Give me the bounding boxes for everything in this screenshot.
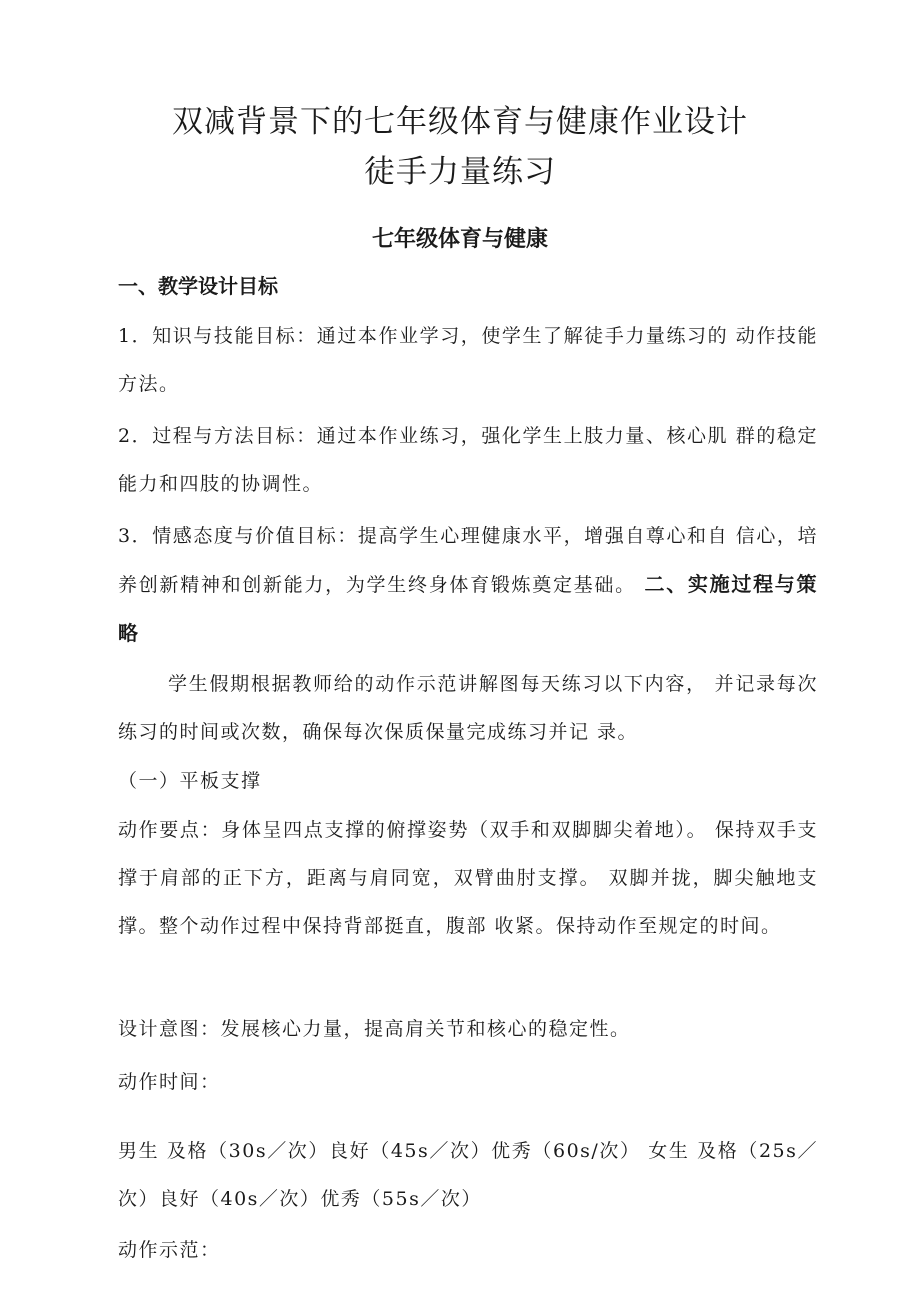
section-heading-goals: 一、教学设计目标 [118,274,278,298]
subsection-heading-plank: （一）平板支撑 [118,770,262,792]
intro-paragraph: 学生假期根据教师给的动作示范讲解图每天练习以下内容， 并记录每次练习的时间或次数，确保每次保质保量完成练习并记 录。 [118,673,818,743]
design-intent-line: 设计意图：发展核心力量，提高肩关节和核心的稳定性。 [118,1018,631,1040]
goal-item-3-text: 3．情感态度与价值目标：提高学生心理健康水平，增强自尊心和自 信心，培养创新精神和创新能力，为学生终身体育锻炼奠定基础。 [118,525,818,596]
document-subtitle: 七年级体育与健康 [371,227,548,252]
document-title: 双减背景下的七年级体育与健康作业设计 [172,104,748,140]
demo-label: 动作示范： [118,1239,221,1261]
action-time-label: 动作时间： [118,1071,221,1093]
section-heading-process: 二、实施过程与策略 [118,572,818,645]
action-points-paragraph: 动作要点：身体呈四点支撑的俯撑姿势（双手和双脚脚尖着地）。 保持双手支撑于肩部的正下方，距离与肩同宽，双臂曲肘支撑。 双脚并拢，脚尖触地支撑。整个动作过程中保持背部挺直，腹部 收紧。保持动作至规定的时间。 [118,819,818,937]
standards-paragraph: 男生 及格（30s／次）良好（45s／次）优秀（60s/次） 女生 及格（25s／次）良好（40s／次）优秀（55s／次） [118,1140,818,1210]
document-title-line2: 徒手力量练习 [364,154,556,190]
goal-item-2: 2．过程与方法目标：通过本作业练习，强化学生上肢力量、核心肌 群的稳定能力和四肢的协调性。 [118,425,818,495]
goal-item-1: 1．知识与技能目标：通过本作业学习，使学生了解徒手力量练习的 动作技能方法。 [118,325,818,395]
goal-item-3 [118,512,818,658]
